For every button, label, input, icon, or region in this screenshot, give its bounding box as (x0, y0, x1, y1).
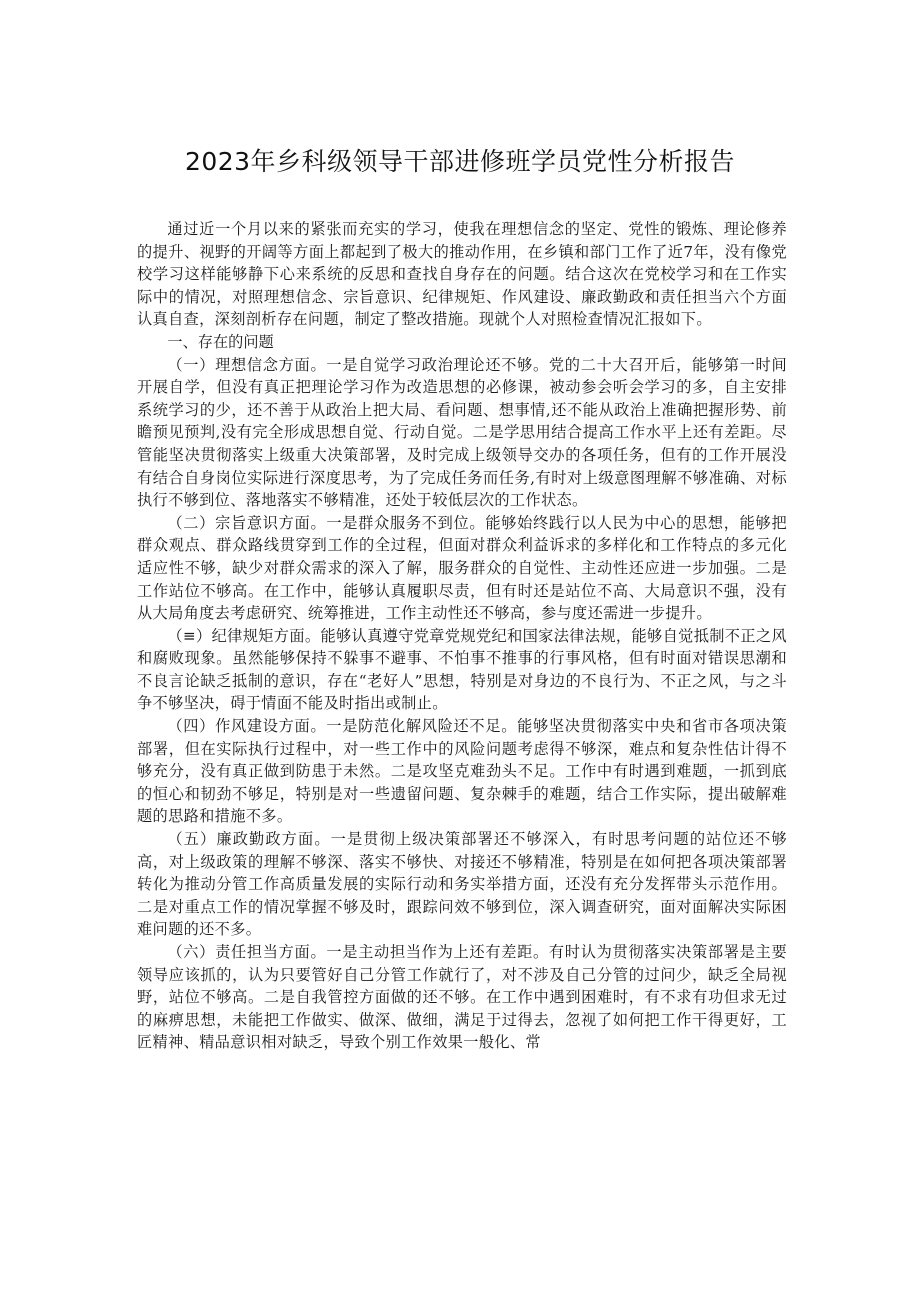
section-work-style: （四）作风建设方面。一是防范化解风险还不足。能够坚决贯彻落实中央和省市各项决策部署，但在实际执行过程中，对一些工作中的风险问题考虑得不够深，难点和复杂性估计得不够充分，没有真正做到防患于未然。二是攻坚克难劲头不足。工作中有时遇到难题，一抓到底的恒心和韧劲不够足，特别是对一些遗留问题、复杂棘手的难题，结合工作实际，提出破解难题的思路和措施不多。 (137, 717, 787, 826)
section-purpose-awareness: （二）宗旨意识方面。一是群众服务不到位。能够始终践行以人民为中心的思想，能够把群众观点、群众路线贯穿到工作的全过程，但面对群众利益诉求的多样化和工作特点的多元化适应性不够，缺少对群众需求的深入了解，服务群众的自觉性、主动性还应进一步加强。二是工作站位不够高。在工作中，能够认真履职尽责，但有时还是站位不高、大局意识不强，没有从大局角度去考虑研究、统筹推进，工作主动性还不够高，参与度还需进一步提升。 (137, 513, 787, 623)
section-responsibility: （六）责任担当方面。一是主动担当作为上还有差距。有时认为贯彻落实决策部署是主要领导应该抓的，认为只要管好自己分管工作就行了，对不涉及自己分管的过问少，缺乏全局视野，站位不够高。二是自我管控方面做的还不够。在工作中遇到困难时，有不求有功但求无过的麻痹思想，未能把工作做实、做深、做细，满足于过得去，忽视了如何把工作干得更好，工匠精神、精品意识相对缺乏，导致个别工作效果一般化、常 (137, 943, 787, 1052)
document-body (137, 218, 787, 1054)
document-title: 2023年乡科级领导干部进修班学员党性分析报告 (184, 147, 736, 176)
section-heading-problems: 一、存在的问题 (167, 332, 274, 351)
section-integrity-diligence: （五）廉政勤政方面。一是贯彻上级决策部署还不够深入，有时思考问题的站位还不够高，对上级政策的理解不够深、落实不够快、对接还不够精准，特别是在如何把各项决策部署转化为推动分管工作高质量发展的实际行动和务实举措方面，还没有充分发挥带头示范作用。二是对重点工作的情况掌握不够及时，跟踪问效不够到位，深入调查研究，面对面解决实际困难问题的还不多。 (137, 830, 787, 939)
section-discipline-rules: （≡）纪律规矩方面。能够认真遵守党章党规党纪和国家法律法规，能够自觉抵制不正之风和腐败现象。虽然能够保持不躲事不避事、不怕事不推事的行事风格，但有时面对错误思潮和不良言论缺乏抵制的意识，存在“老好人”思想，特别是对身边的不良行为、不正之风，与之斗争不够坚决，碍于情面不能及时指出或制止。 (137, 626, 787, 713)
intro-paragraph: 通过近一个月以来的紧张而充实的学习，使我在理想信念的坚定、党性的锻炼、理论修养的提升、视野的开阔等方面上都起到了极大的推动作用，在乡镇和部门工作了近7年，没有像党校学习这样能够静下心来系统的反思和查找自身存在的问题。结合这次在党校学习和在工作实际中的情况，对照理想信念、宗旨意识、纪律规矩、作风建设、廉政勤政和责任担当六个方面认真自查，深刻剖析存在问题，制定了整改措施。现就个人对照检查情况汇报如下。 (137, 220, 787, 329)
section-ideals-beliefs: （一）理想信念方面。一是自觉学习政治理论还不够。党的二十大召开后，能够第一时间开展自学，但没有真正把理论学习作为改造思想的必修课，被动参会听会学习的多，自主安排系统学习的少，还不善于从政治上把大局、看问题、想事情,还不能从政治上准确把握形势、前瞻预见预判,没有完全形成思想自觉、行动自觉。二是学思用结合提高工作水平上还有差距。尽管能坚决贯彻落实上级重大决策部署，及时完成上级领导交办的各项任务，但有的工作开展没有结合自身岗位实际进行深度思考，为了完成任务而任务,有时对上级意图理解不够准确、对标执行不够到位、落地落实不够精准，还处于较低层次的工作状态。 (137, 355, 787, 510)
